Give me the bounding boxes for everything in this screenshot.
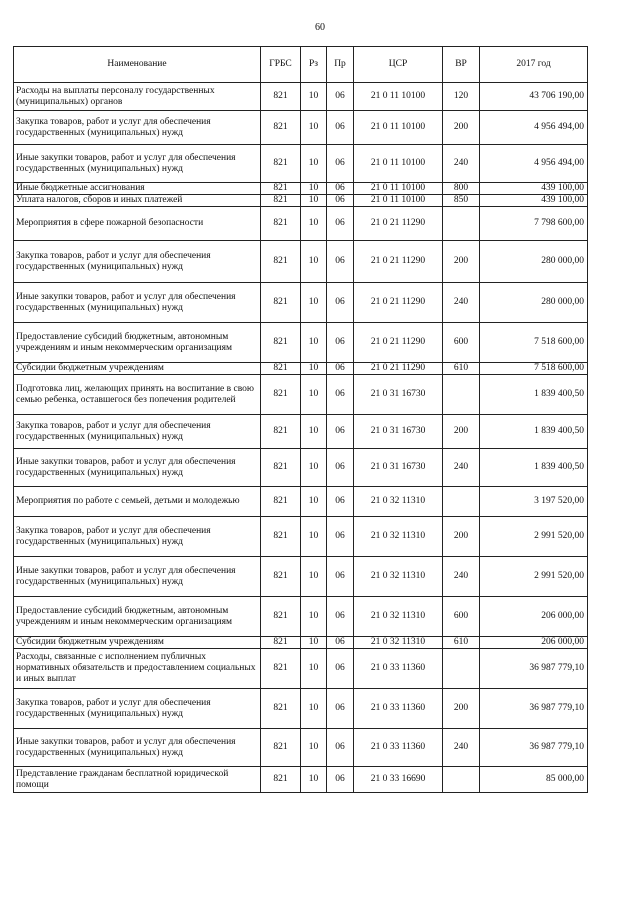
cell-amount: 4 956 494,00 xyxy=(480,145,588,183)
cell-csr: 21 0 33 16690 xyxy=(354,767,443,793)
cell-amount: 280 000,00 xyxy=(480,241,588,283)
cell-name: Иные закупки товаров, работ и услуг для обеспечения государственных (муниципальных) нужд xyxy=(14,729,261,767)
cell-rz: 10 xyxy=(301,83,327,111)
cell-pr: 06 xyxy=(327,363,354,375)
table-row xyxy=(14,183,588,195)
cell-grbs: 821 xyxy=(261,241,301,283)
cell-vr xyxy=(443,649,480,689)
cell-rz: 10 xyxy=(301,375,327,415)
cell-name: Закупка товаров, работ и услуг для обеспечения государственных (муниципальных) нужд xyxy=(14,241,261,283)
cell-amount: 3 197 520,00 xyxy=(480,487,588,517)
cell-pr: 06 xyxy=(327,449,354,487)
header-pr: Пр xyxy=(327,47,354,83)
header-grbs: ГРБС xyxy=(261,47,301,83)
cell-csr: 21 0 11 10100 xyxy=(354,183,443,195)
cell-name: Закупка товаров, работ и услуг для обеспечения государственных (муниципальных) нужд xyxy=(14,111,261,145)
cell-amount: 1 839 400,50 xyxy=(480,375,588,415)
cell-vr: 800 xyxy=(443,183,480,195)
cell-grbs: 821 xyxy=(261,283,301,323)
cell-amount: 4 956 494,00 xyxy=(480,111,588,145)
cell-csr: 21 0 33 11360 xyxy=(354,649,443,689)
table-row xyxy=(14,323,588,363)
table-row xyxy=(14,83,588,111)
cell-amount: 36 987 779,10 xyxy=(480,689,588,729)
cell-name: Иные закупки товаров, работ и услуг для обеспечения государственных (муниципальных) нужд xyxy=(14,283,261,323)
cell-pr: 06 xyxy=(327,241,354,283)
cell-grbs: 821 xyxy=(261,83,301,111)
cell-csr: 21 0 31 16730 xyxy=(354,449,443,487)
page-number: 60 xyxy=(315,22,325,33)
table-row xyxy=(14,487,588,517)
cell-csr: 21 0 11 10100 xyxy=(354,145,443,183)
table-row xyxy=(14,517,588,557)
table-header xyxy=(14,47,588,83)
cell-csr: 21 0 21 11290 xyxy=(354,323,443,363)
cell-grbs: 821 xyxy=(261,767,301,793)
cell-name: Субсидии бюджетным учреждениям xyxy=(14,363,261,375)
table-row xyxy=(14,283,588,323)
cell-pr: 06 xyxy=(327,597,354,637)
cell-csr: 21 0 11 10100 xyxy=(354,83,443,111)
cell-name: Закупка товаров, работ и услуг для обеспечения государственных (муниципальных) нужд xyxy=(14,517,261,557)
cell-grbs: 821 xyxy=(261,597,301,637)
cell-vr: 240 xyxy=(443,729,480,767)
cell-name: Иные бюджетные ассигнования xyxy=(14,183,261,195)
cell-amount: 43 706 190,00 xyxy=(480,83,588,111)
table-row xyxy=(14,767,588,793)
header-vr: ВР xyxy=(443,47,480,83)
cell-rz: 10 xyxy=(301,557,327,597)
cell-csr: 21 0 32 11310 xyxy=(354,597,443,637)
cell-name: Мероприятия по работе с семьей, детьми и молодежью xyxy=(14,487,261,517)
cell-rz: 10 xyxy=(301,111,327,145)
cell-amount: 7 518 600,00 xyxy=(480,363,588,375)
cell-grbs: 821 xyxy=(261,183,301,195)
cell-csr: 21 0 31 16730 xyxy=(354,415,443,449)
header-row xyxy=(14,47,588,83)
cell-name: Подготовка лиц, желающих принять на воспитание в свою семью ребенка, оставшегося без попечения родителей xyxy=(14,375,261,415)
cell-rz: 10 xyxy=(301,729,327,767)
cell-pr: 06 xyxy=(327,729,354,767)
cell-rz: 10 xyxy=(301,323,327,363)
cell-pr: 06 xyxy=(327,637,354,649)
cell-pr: 06 xyxy=(327,557,354,597)
cell-pr: 06 xyxy=(327,323,354,363)
cell-grbs: 821 xyxy=(261,145,301,183)
cell-csr: 21 0 21 11290 xyxy=(354,283,443,323)
cell-pr: 06 xyxy=(327,649,354,689)
cell-vr: 240 xyxy=(443,283,480,323)
cell-amount: 7 518 600,00 xyxy=(480,323,588,363)
table-row xyxy=(14,729,588,767)
cell-amount: 36 987 779,10 xyxy=(480,729,588,767)
cell-pr: 06 xyxy=(327,83,354,111)
cell-vr xyxy=(443,207,480,241)
cell-csr: 21 0 11 10100 xyxy=(354,111,443,145)
cell-vr: 610 xyxy=(443,363,480,375)
cell-vr: 600 xyxy=(443,597,480,637)
cell-vr: 120 xyxy=(443,83,480,111)
cell-grbs: 821 xyxy=(261,637,301,649)
cell-amount: 206 000,00 xyxy=(480,637,588,649)
cell-csr: 21 0 33 11360 xyxy=(354,729,443,767)
table-body xyxy=(14,83,588,793)
cell-csr: 21 0 31 16730 xyxy=(354,375,443,415)
header-csr: ЦСР xyxy=(354,47,443,83)
table-row xyxy=(14,597,588,637)
cell-amount: 1 839 400,50 xyxy=(480,415,588,449)
cell-pr: 06 xyxy=(327,767,354,793)
cell-pr: 06 xyxy=(327,183,354,195)
cell-name: Предоставление субсидий бюджетным, автономным учреждениям и иным некоммерческим организациям xyxy=(14,597,261,637)
cell-grbs: 821 xyxy=(261,363,301,375)
cell-rz: 10 xyxy=(301,283,327,323)
table-row xyxy=(14,637,588,649)
cell-amount: 85 000,00 xyxy=(480,767,588,793)
cell-pr: 06 xyxy=(327,283,354,323)
cell-name: Представление гражданам бесплатной юридической помощи xyxy=(14,767,261,793)
table-row xyxy=(14,111,588,145)
cell-name: Расходы, связанные с исполнением публичных нормативных обязательств и предоставлением социальных и иных выплат xyxy=(14,649,261,689)
cell-pr: 06 xyxy=(327,415,354,449)
cell-vr: 240 xyxy=(443,557,480,597)
cell-amount: 1 839 400,50 xyxy=(480,449,588,487)
cell-grbs: 821 xyxy=(261,415,301,449)
cell-grbs: 821 xyxy=(261,649,301,689)
table-row xyxy=(14,449,588,487)
cell-name: Иные закупки товаров, работ и услуг для обеспечения государственных (муниципальных) нужд xyxy=(14,449,261,487)
cell-csr: 21 0 33 11360 xyxy=(354,689,443,729)
cell-amount: 2 991 520,00 xyxy=(480,557,588,597)
cell-amount: 439 100,00 xyxy=(480,183,588,195)
cell-grbs: 821 xyxy=(261,517,301,557)
cell-pr: 06 xyxy=(327,195,354,207)
cell-rz: 10 xyxy=(301,207,327,241)
cell-csr: 21 0 21 11290 xyxy=(354,363,443,375)
cell-pr: 06 xyxy=(327,375,354,415)
cell-pr: 06 xyxy=(327,207,354,241)
cell-name: Мероприятия в сфере пожарной безопасности xyxy=(14,207,261,241)
cell-amount: 7 798 600,00 xyxy=(480,207,588,241)
cell-amount: 206 000,00 xyxy=(480,597,588,637)
cell-vr xyxy=(443,375,480,415)
cell-csr: 21 0 32 11310 xyxy=(354,487,443,517)
table-row xyxy=(14,241,588,283)
budget-table-container xyxy=(13,46,587,793)
cell-grbs: 821 xyxy=(261,323,301,363)
cell-grbs: 821 xyxy=(261,689,301,729)
cell-rz: 10 xyxy=(301,597,327,637)
cell-vr: 200 xyxy=(443,111,480,145)
cell-vr: 200 xyxy=(443,241,480,283)
table-row xyxy=(14,689,588,729)
cell-name: Закупка товаров, работ и услуг для обеспечения государственных (муниципальных) нужд xyxy=(14,415,261,449)
cell-pr: 06 xyxy=(327,487,354,517)
cell-grbs: 821 xyxy=(261,557,301,597)
cell-name: Предоставление субсидий бюджетным, автономным учреждениям и иным некоммерческим организациям xyxy=(14,323,261,363)
cell-csr: 21 0 11 10100 xyxy=(354,195,443,207)
cell-name: Закупка товаров, работ и услуг для обеспечения государственных (муниципальных) нужд xyxy=(14,689,261,729)
table-row xyxy=(14,375,588,415)
cell-name: Иные закупки товаров, работ и услуг для обеспечения государственных (муниципальных) нужд xyxy=(14,557,261,597)
cell-pr: 06 xyxy=(327,111,354,145)
header-amount: 2017 год xyxy=(480,47,588,83)
cell-vr xyxy=(443,487,480,517)
cell-amount: 2 991 520,00 xyxy=(480,517,588,557)
cell-vr: 200 xyxy=(443,689,480,729)
cell-vr: 200 xyxy=(443,415,480,449)
cell-rz: 10 xyxy=(301,449,327,487)
cell-rz: 10 xyxy=(301,183,327,195)
table-row xyxy=(14,363,588,375)
cell-vr: 600 xyxy=(443,323,480,363)
cell-pr: 06 xyxy=(327,145,354,183)
cell-name: Субсидии бюджетным учреждениям xyxy=(14,637,261,649)
cell-grbs: 821 xyxy=(261,487,301,517)
cell-grbs: 821 xyxy=(261,729,301,767)
table-row xyxy=(14,415,588,449)
cell-rz: 10 xyxy=(301,637,327,649)
cell-csr: 21 0 32 11310 xyxy=(354,517,443,557)
cell-rz: 10 xyxy=(301,649,327,689)
cell-pr: 06 xyxy=(327,517,354,557)
cell-rz: 10 xyxy=(301,145,327,183)
cell-amount: 280 000,00 xyxy=(480,283,588,323)
table-row xyxy=(14,649,588,689)
cell-grbs: 821 xyxy=(261,111,301,145)
cell-pr: 06 xyxy=(327,689,354,729)
cell-grbs: 821 xyxy=(261,207,301,241)
budget-table xyxy=(13,46,588,793)
cell-rz: 10 xyxy=(301,487,327,517)
header-name: Наименование xyxy=(14,47,261,83)
cell-vr: 850 xyxy=(443,195,480,207)
table-row xyxy=(14,207,588,241)
cell-rz: 10 xyxy=(301,195,327,207)
cell-vr: 240 xyxy=(443,449,480,487)
cell-grbs: 821 xyxy=(261,195,301,207)
cell-grbs: 821 xyxy=(261,375,301,415)
cell-rz: 10 xyxy=(301,517,327,557)
cell-grbs: 821 xyxy=(261,449,301,487)
cell-amount: 36 987 779,10 xyxy=(480,649,588,689)
table-row xyxy=(14,195,588,207)
cell-csr: 21 0 21 11290 xyxy=(354,207,443,241)
cell-name: Иные закупки товаров, работ и услуг для обеспечения государственных (муниципальных) нужд xyxy=(14,145,261,183)
cell-vr: 610 xyxy=(443,637,480,649)
cell-rz: 10 xyxy=(301,415,327,449)
cell-vr: 240 xyxy=(443,145,480,183)
cell-rz: 10 xyxy=(301,689,327,729)
table-row xyxy=(14,557,588,597)
header-rz: Рз xyxy=(301,47,327,83)
cell-rz: 10 xyxy=(301,767,327,793)
table-row xyxy=(14,145,588,183)
cell-csr: 21 0 21 11290 xyxy=(354,241,443,283)
cell-csr: 21 0 32 11310 xyxy=(354,637,443,649)
cell-name: Расходы на выплаты персоналу государственных (муниципальных) органов xyxy=(14,83,261,111)
cell-vr xyxy=(443,767,480,793)
cell-rz: 10 xyxy=(301,241,327,283)
cell-name: Уплата налогов, сборов и иных платежей xyxy=(14,195,261,207)
cell-vr: 200 xyxy=(443,517,480,557)
cell-rz: 10 xyxy=(301,363,327,375)
cell-amount: 439 100,00 xyxy=(480,195,588,207)
cell-csr: 21 0 32 11310 xyxy=(354,557,443,597)
